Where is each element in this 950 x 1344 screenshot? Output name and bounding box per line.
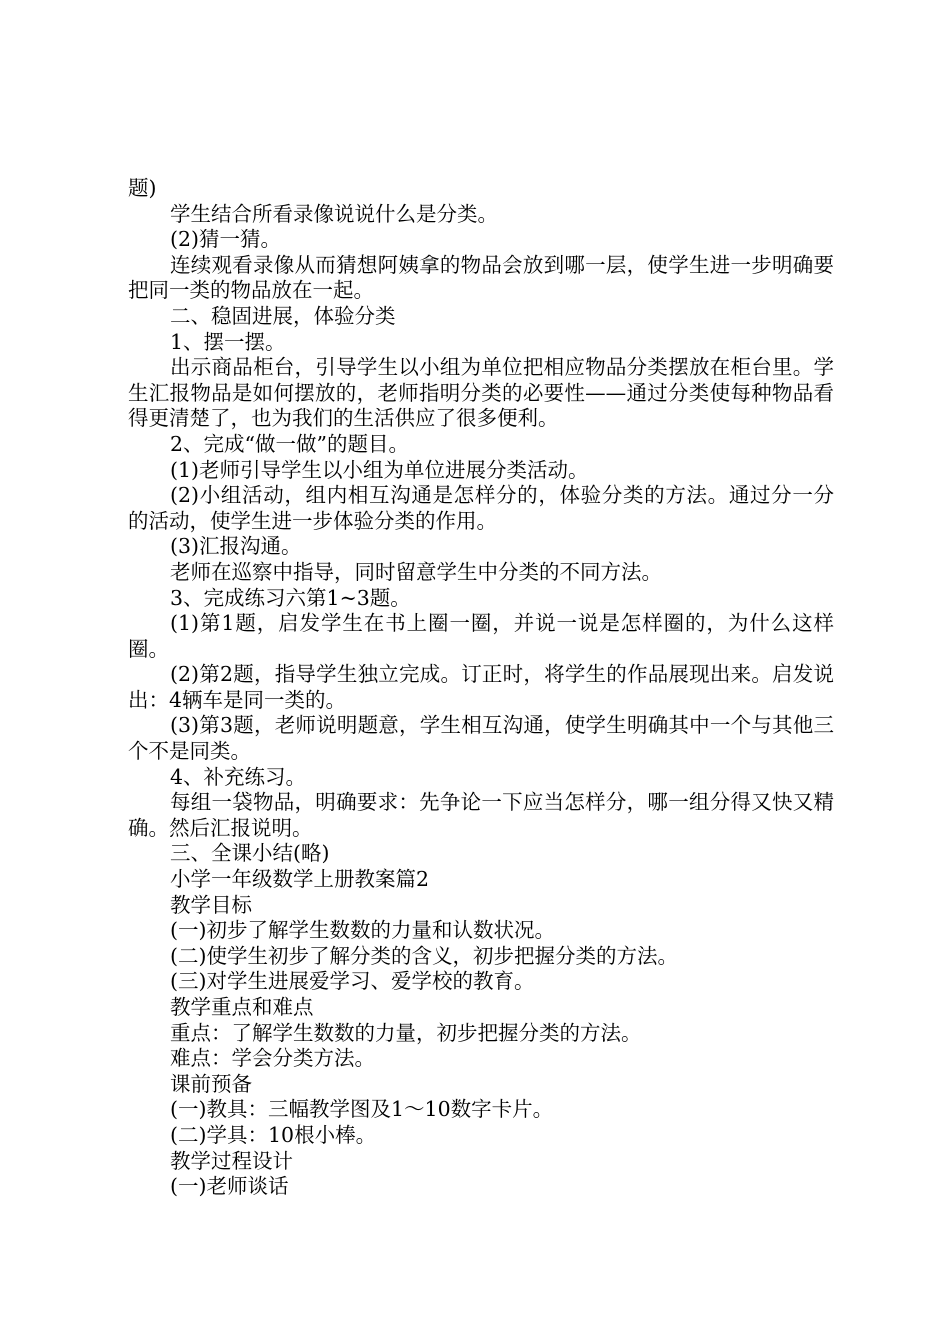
body-paragraph: (1)老师引导学生以小组为单位进展分类活动。 xyxy=(170,457,589,482)
body-paragraph: 二、稳固进展，体验分类 xyxy=(170,303,396,328)
body-paragraph: (一)老师谈话 xyxy=(170,1174,289,1199)
body-paragraph: 题) xyxy=(128,176,157,200)
body-paragraph: 课前预备 xyxy=(170,1071,252,1096)
body-paragraph: 老师在巡察中指导，同时留意学生中分类的不同方法。 xyxy=(170,559,662,584)
body-paragraph: 3、完成练习六第1~3题。 xyxy=(170,585,411,610)
body-paragraph: (3)第3题，老师说明题意，学生相互沟通，使学生明确其中一个与其他三个不是同类。 xyxy=(128,713,834,764)
body-paragraph: 小学一年级数学上册教案篇2 xyxy=(170,867,430,892)
body-paragraph: 每组一袋物品，明确要求：先争论一下应当怎样分，哪一组分得又快又精确。然后汇报说明。 xyxy=(128,790,834,840)
body-paragraph: (2)猜一猜。 xyxy=(170,227,282,252)
body-paragraph: 学生结合所看录像说说什么是分类。 xyxy=(170,201,498,226)
body-paragraph: (2)第2题，指导学生独立完成。订正时，将学生的作品展现出来。启发说出：4辆车是同一类的。 xyxy=(128,662,834,712)
body-paragraph: 2、完成“做一做”的题目。 xyxy=(170,431,410,456)
body-paragraph: (二)学具：10根小棒。 xyxy=(170,1122,377,1147)
body-paragraph: 1、摆一摆。 xyxy=(170,329,286,354)
body-paragraph: 教学过程设计 xyxy=(170,1148,293,1173)
body-paragraph: 教学目标 xyxy=(170,892,252,917)
body-paragraph: 出示商品柜台，引导学生以小组为单位把相应物品分类摆放在柜台里。学生汇报物品是如何摆放的，老师指明分类的必要性——通过分类使每种物品看得更清楚了，也为我们的生活供应了很多便利。 xyxy=(128,355,834,431)
body-paragraph: 连续观看录像从而猜想阿姨拿的物品会放到哪一层，使学生进一步明确要把同一类的物品放在一起。 xyxy=(128,252,834,303)
body-paragraph: (三)对学生进展爱学习、爱学校的教育。 xyxy=(170,969,535,994)
body-paragraph: 4、补充练习。 xyxy=(170,764,307,789)
body-paragraph: (3)汇报沟通。 xyxy=(170,534,302,559)
body-paragraph: 重点：了解学生数数的力量，初步把握分类的方法。 xyxy=(170,1020,642,1045)
body-paragraph: (1)第1题，启发学生在书上圈一圈，并说一说是怎样圈的，为什么这样圈。 xyxy=(128,611,834,661)
body-paragraph: (一)初步了解学生数数的力量和认数状况。 xyxy=(170,918,555,943)
body-paragraph: 三、全课小结(略) xyxy=(170,841,330,866)
body-paragraph: 教学重点和难点 xyxy=(170,995,314,1019)
body-paragraph: (二)使学生初步了解分类的含义，初步把握分类的方法。 xyxy=(170,943,678,968)
body-paragraph: (一)教具：三幅教学图及1～10数字卡片。 xyxy=(170,1097,554,1122)
body-paragraph: (2)小组活动，组内相互沟通是怎样分的，体验分类的方法。通过分一分的活动，使学生进一步体验分类的作用。 xyxy=(128,483,834,533)
document-body xyxy=(128,176,834,1200)
body-paragraph: 难点：学会分类方法。 xyxy=(170,1046,375,1071)
